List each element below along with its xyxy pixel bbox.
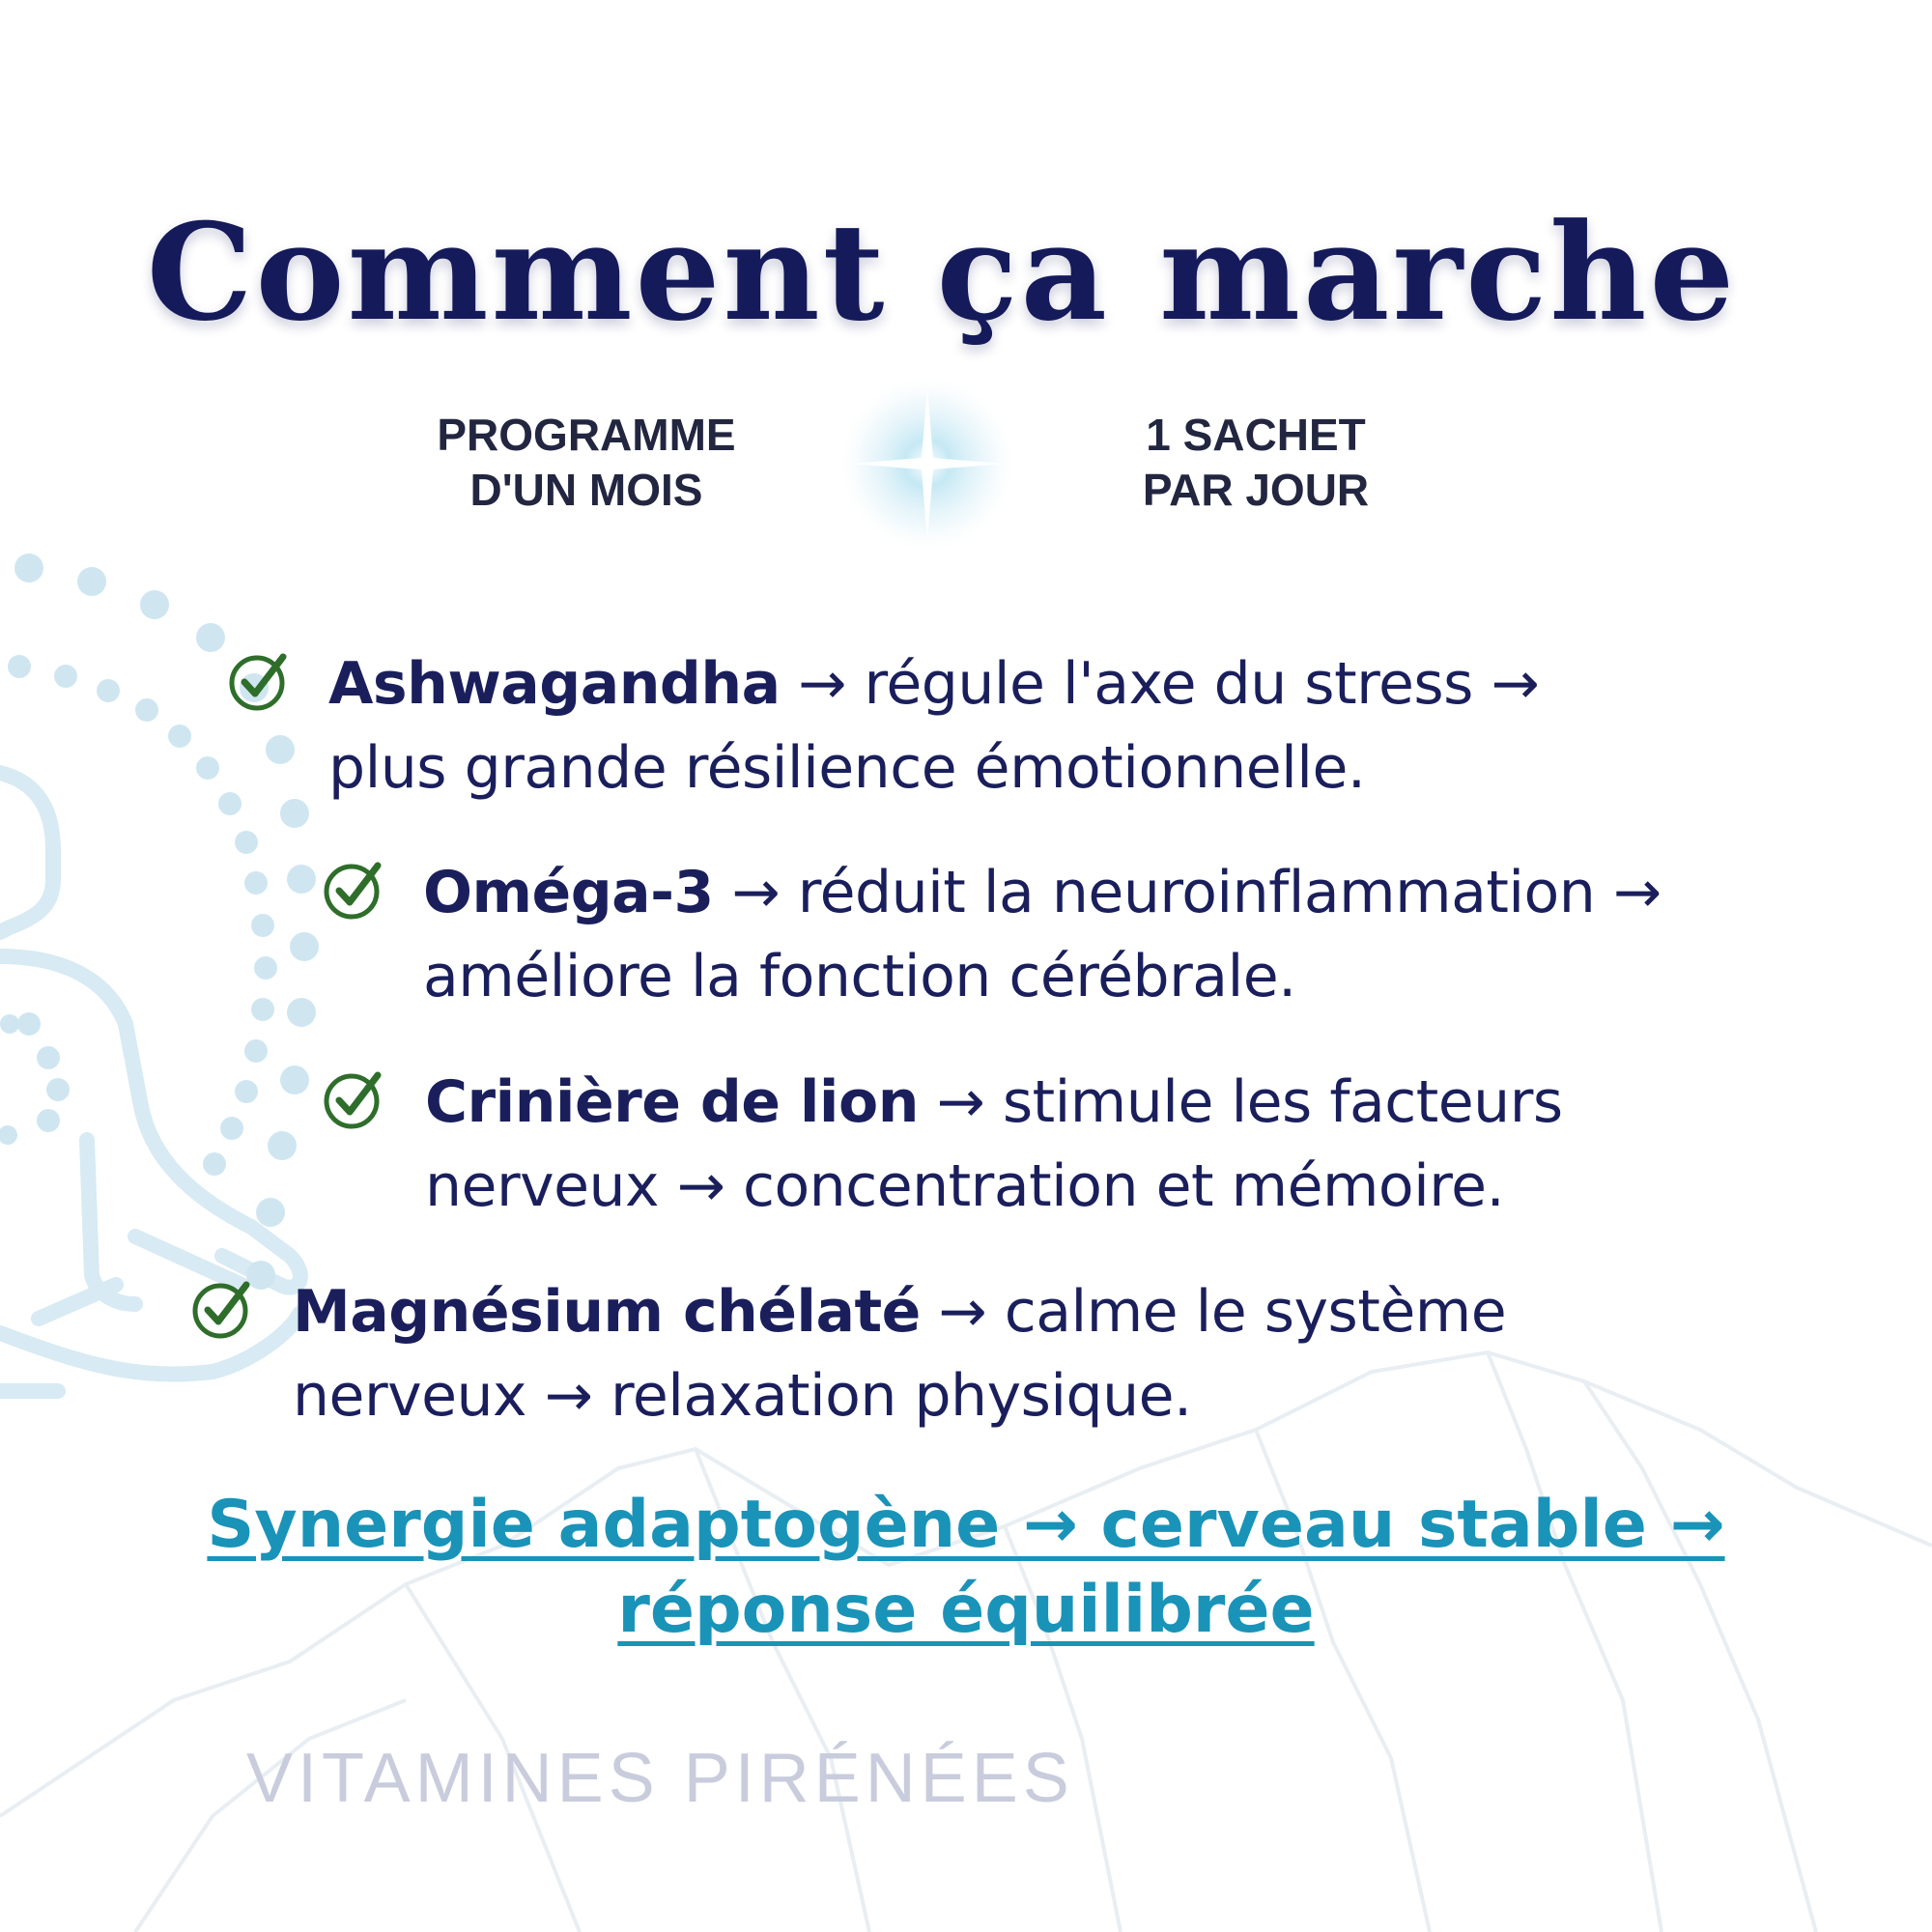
item-name: Magnésium chélaté	[293, 1278, 921, 1346]
synergy-link-line2[interactable]: réponse équilibrée	[617, 1572, 1315, 1648]
synergy-link[interactable]	[0, 1483, 1932, 1653]
sparkle-icon	[831, 367, 1024, 560]
tag-left-line2: D'UN MOIS	[469, 465, 703, 515]
item-effect: → réduit la neuroinflammation →	[713, 859, 1662, 926]
item-result: nerveux → concentration et mémoire.	[425, 1152, 1505, 1220]
item-result: nerveux → relaxation physique.	[293, 1362, 1192, 1430]
check-circle-icon	[322, 1067, 385, 1131]
item-result: améliore la fonction cérébrale.	[423, 943, 1296, 1010]
page-title: Comment ça marche	[146, 193, 1738, 351]
item-name: Ashwagandha	[328, 650, 781, 718]
check-circle-icon	[190, 1277, 254, 1341]
tag-left-line1: PROGRAMME	[437, 410, 736, 460]
item-effect: → régule l'axe du stress →	[780, 650, 1540, 718]
item-effect: → calme le système	[920, 1278, 1507, 1346]
tag-program-duration	[384, 408, 789, 518]
meditation-figure-icon	[0, 773, 300, 1391]
item-effect: → stimule les facteurs	[918, 1068, 1563, 1136]
list-item-magnesium	[293, 1270, 1506, 1438]
brand-watermark: VITAMINES PIRÉNÉES	[246, 1740, 1074, 1817]
check-circle-icon	[322, 858, 385, 922]
item-result: plus grande résilience émotionnelle.	[328, 734, 1366, 802]
synergy-link-line1[interactable]: Synergie adaptogène → cerveau stable →	[207, 1487, 1725, 1563]
check-circle-icon	[227, 649, 291, 713]
tag-right-line1: 1 SACHET	[1146, 410, 1366, 460]
list-item-ashwagandha	[328, 642, 1539, 810]
item-name: Crinière de lion	[425, 1068, 919, 1136]
tag-daily-dose	[1053, 408, 1459, 518]
item-name: Oméga-3	[423, 859, 714, 926]
tag-right-line2: PAR JOUR	[1142, 465, 1370, 515]
list-item-omega3	[423, 851, 1662, 1019]
list-item-criniere-de-lion	[425, 1061, 1563, 1229]
